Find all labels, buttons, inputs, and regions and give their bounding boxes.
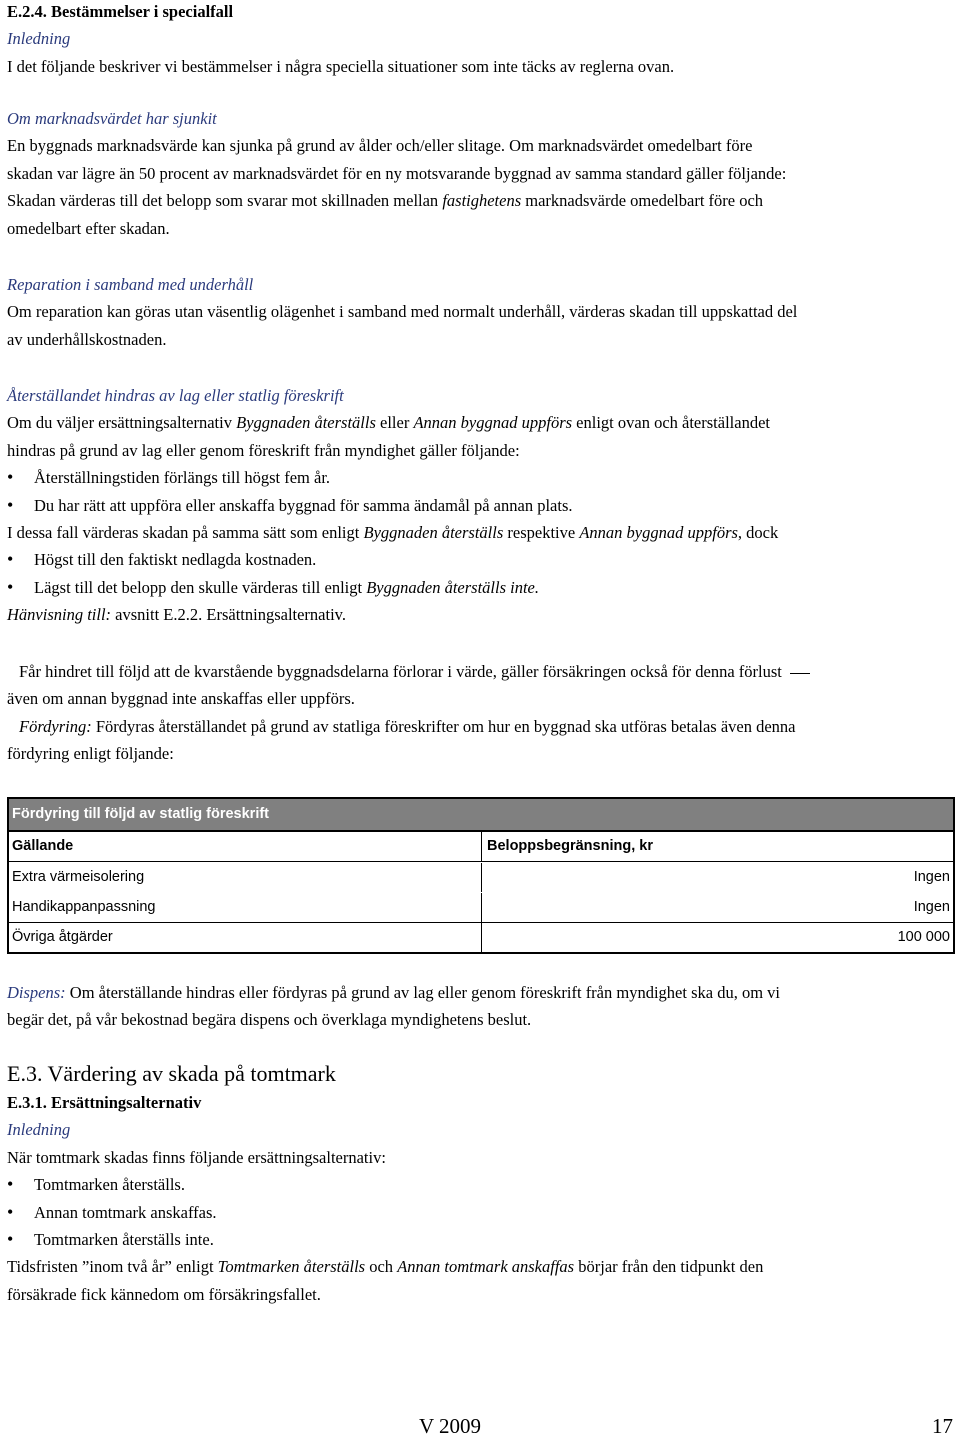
row-value: Ingen <box>481 893 953 922</box>
list-item: • Högst till den faktiskt nedlagda kostnaden. <box>7 546 953 573</box>
row-label: Handikappanpassning <box>12 899 156 915</box>
row-label: Extra värmeisolering <box>12 869 145 885</box>
dispens-line-1: Dispens: Om återställande hindras eller fördyras på grund av lag eller genom föreskrift från myndighet ska du, om vi <box>7 983 780 1002</box>
hinder-line-2: även om annan byggnad inte anskaffas eller uppförs. <box>7 689 355 709</box>
column-header-gallande: Gällande <box>12 838 74 854</box>
table-title: Fördyring till följd av statlig föreskrift <box>9 799 953 832</box>
list-item: • Tomtmarken återställs inte. <box>7 1226 953 1253</box>
tomtmark-bullets <box>7 1171 953 1253</box>
fordyring-line-1: Fördyring: Fördyras återställandet på grund av statliga föreskrifter om hur en byggnad ska utföras betalas även denna <box>19 716 796 736</box>
row-label: Övriga åtgärder <box>12 929 113 945</box>
market-line-2: skadan var lägre än 50 procent av marknadsvärdet för en ny motsvarande byggnad av samma standard gäller följande: <box>7 163 787 183</box>
section-e24 <box>7 0 953 80</box>
section-heading-e3: E.3. Värdering av skada på tomtmark <box>7 1061 336 1086</box>
list-item: • Du har rätt att uppföra eller anskaffa byggnad för samma ändamål på annan plats. <box>7 492 953 519</box>
tomtmark-intro: När tomtmark skadas finns följande ersättningsalternativ: <box>7 1147 386 1167</box>
list-item: • Återställningstiden förlängs till högst fem år. <box>7 464 953 491</box>
repair-line-1: Om reparation kan göras utan väsentlig olägenhet i samband med normalt underhåll, värderas skadan till uppskattad del <box>7 302 798 322</box>
dispens-section <box>7 979 953 1034</box>
subheading-restore: Återställandet hindras av lag eller statlig föreskrift <box>7 386 344 405</box>
section-heading: E.2.4. Bestämmelser i specialfall <box>7 2 234 21</box>
fordyring-table <box>7 797 955 954</box>
hinder-section <box>7 658 953 768</box>
subheading-inledning: Inledning <box>7 29 71 49</box>
page-number: 17 <box>932 1414 953 1438</box>
section-e3 <box>7 1059 953 1308</box>
market-line-4: omedelbart efter skadan. <box>7 218 170 238</box>
restore-line-2: hindras på grund av lag eller genom föreskrift från myndighet gäller följande: <box>7 440 520 460</box>
market-line-3: Skadan värderas till det belopp som svarar mot skillnaden mellan fastighetens marknadsvärde omedelbart före och <box>7 191 764 211</box>
restore-bullets-1 <box>7 464 953 519</box>
restore-bullets-2 <box>7 546 953 601</box>
column-header-belopp: Beloppsbegränsning, kr <box>481 832 953 861</box>
subheading-inledning-2: Inledning <box>7 1120 71 1140</box>
footer-version: V 2009 <box>419 1414 482 1438</box>
hinder-line-1: Får hindret till följd att de kvarstående byggnadsdelarna förlorar i värde, gäller försäkringen också för denna förlust <box>7 658 953 685</box>
restore-line-1: Om du väljer ersättningsalternativ Byggnaden återställs eller Annan byggnad uppförs enligt ovan och återställandet <box>7 413 770 433</box>
row-value: Ingen <box>481 863 953 892</box>
dispens-line-2: begär det, på vår bekostnad begära dispens och överklaga myndighetens beslut. <box>7 1010 532 1030</box>
fordyring-line-2: fördyring enligt följande: <box>7 744 174 764</box>
subheading-repair: Reparation i samband med underhåll <box>7 275 254 294</box>
table-header-row <box>9 832 953 862</box>
tidsfrist-line-1: Tidsfristen ”inom två år” enligt Tomtmarken återställs och Annan tomtmark anskaffas börjar från den tidpunkt den <box>7 1257 764 1277</box>
repair-line-2: av underhållskostnaden. <box>7 329 167 349</box>
intro-paragraph: I det följande beskriver vi bestämmelser i några speciella situationer som inte täcks av reglerna ovan. <box>7 56 675 76</box>
subsection-heading-e31: E.3.1. Ersättningsalternativ <box>7 1093 202 1112</box>
table-row <box>9 922 953 952</box>
list-item: • Tomtmarken återställs. <box>7 1171 953 1198</box>
subheading-market-value: Om marknadsvärdet har sjunkit <box>7 109 217 128</box>
dash-mark <box>790 673 810 674</box>
list-item: • Annan tomtmark anskaffas. <box>7 1199 953 1226</box>
restore-section <box>7 382 953 629</box>
market-line-1: En byggnads marknadsvärde kan sjunka på grund av ålder och/eller slitage. Om marknadsvärdet omedelbart före <box>7 136 753 156</box>
restore-line-3: I dessa fall värderas skadan på samma sätt som enligt Byggnaden återställs respektive Annan byggnad uppförs, dock <box>7 523 779 543</box>
tidsfrist-line-2: försäkrade fick kännedom om försäkringsfallet. <box>7 1284 321 1304</box>
list-item: • Lägst till det belopp den skulle värderas till enligt Byggnaden återställs inte. <box>7 574 953 601</box>
market-value-section <box>7 105 953 242</box>
italic-fastighetens: fastighetens <box>442 191 522 211</box>
table-row <box>9 862 953 892</box>
reference-line: Hänvisning till: avsnitt E.2.2. Ersättningsalternativ. <box>7 605 346 625</box>
table-row <box>9 892 953 922</box>
repair-section <box>7 271 953 353</box>
row-value: 100 000 <box>481 923 953 952</box>
